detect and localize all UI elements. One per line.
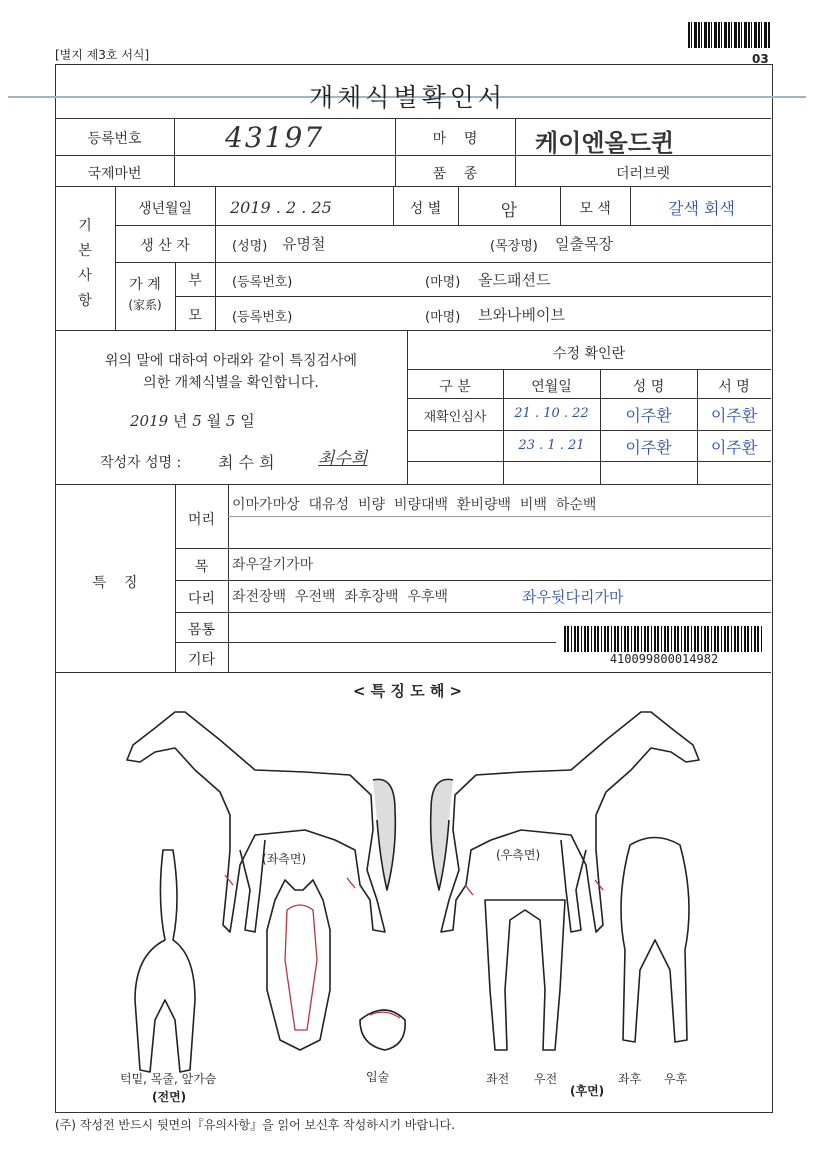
legs-value: 좌전장백 우전백 좌후장백 우후백 [232,589,449,605]
revision-header-date: 연월일 [531,379,572,395]
revision-header-name: 성 명 [632,379,665,395]
neck-label: 목 [194,559,209,575]
fore-left-label: 좌전 [486,1072,510,1086]
reg-number-label: 등록번호 [87,131,142,147]
sire-label: 부 [188,273,202,289]
revision-row-1-sign: 이주환 [710,406,758,425]
dam-label: 모 [188,308,202,324]
basic-section-label: 기 본 사 항 [78,218,92,309]
lips-outline [360,1010,405,1050]
right-side-label: (우측면) [496,848,541,862]
horse-name-value: 케이엔올드퀸 [535,128,675,157]
author-name: 최 수 희 [218,453,275,472]
author-label: 작성자 성명 : [100,455,182,471]
face-marking [285,905,317,1030]
pedigree-label: 가 계 (家系) [128,277,162,312]
breed-label: 품 종 [432,166,478,182]
barcode-sticker [556,622,772,670]
farm-label: (목장명) [490,239,538,254]
breed-value: 더러브렛 [615,166,671,182]
confirm-text-2: 의한 개체식별을 확인합니다. [143,375,319,391]
features-section-label: 특 징 [92,575,138,591]
revision-row-2-date: 23 . 1 . 21 [518,438,585,453]
dam-name-label: (마명) [425,310,461,325]
left-side-horse-outline [127,712,385,932]
neck-value: 좌우갈기가마 [232,557,314,573]
breeder-label: 생 산 자 [140,238,190,254]
birth-date-value: 2019 . 2 . 25 [230,198,332,217]
horse-diagram [55,700,771,1110]
head-label: 머리 [187,512,216,528]
coat-color-value: 갈색 회색 [668,199,735,218]
sire-reg-label: (등록번호) [232,275,293,290]
other-label: 기타 [187,652,216,668]
confirm-text-1: 위의 말에 대하여 아래와 같이 특징검사에 [104,353,358,369]
top-barcode [688,22,770,48]
revision-header-sign: 서 명 [718,379,750,395]
dam-reg-label: (등록번호) [232,310,293,325]
form-number: [별지 제3호 서식] [55,48,150,62]
hind-right-label: 우후 [664,1072,688,1086]
barcode-number: 410099800014982 [609,652,719,666]
right-side-horse-tail [431,779,453,890]
front-view-label: (전면) [152,1090,187,1104]
breeder-name-label: (성명) [232,239,268,254]
farm-name: 일출목장 [555,235,613,253]
coat-color-label: 모 색 [579,201,611,217]
revision-row-1-type: 재확인심사 [423,410,487,425]
horse-name-label: 마 명 [432,131,478,147]
barcode-lines [564,626,764,652]
sex-value: 암 [500,201,518,221]
rear-view-outline [621,838,689,1043]
fore-right-label: 우전 [534,1072,558,1086]
hind-left-label: 좌후 [618,1072,642,1086]
front-view-caption: 턱밑, 목줄, 앞가슴 [120,1072,217,1086]
revision-row-2-sign: 이주환 [710,438,758,457]
revision-row-1-name: 이주환 [625,406,672,425]
document-title: 개체식별확인서 [308,83,507,112]
footer-note: (주) 작성전 반드시 뒷면의『유의사항』을 읽어 보신후 작성하시기 바랍니다. [55,1118,456,1132]
lips-label: 입술 [366,1070,390,1084]
front-legs-outline [485,900,565,1050]
rear-view-label: (후면) [570,1084,605,1098]
head-value: 이마가마상 대유성 비량 비량대백 환비량백 비백 하순백 [232,497,597,513]
sire-name-label: (마명) [425,275,461,290]
revision-row-2-name: 이주환 [625,438,672,457]
revision-title: 수정 확인란 [552,346,626,362]
front-view-outline [135,850,195,1072]
left-side-label: (좌측면) [262,852,307,866]
birth-date-label: 생년월일 [137,201,193,217]
left-side-horse-tail [373,779,395,890]
sex-label: 성 별 [409,201,442,217]
intl-number-label: 국제마번 [87,166,142,182]
body-label: 몸통 [187,622,216,638]
author-signature: 최수희 [318,449,368,469]
confirm-date: 2019 년 5 월 5 일 [130,412,255,430]
revision-header-type: 구 분 [439,379,471,395]
page-number: 03 [752,52,769,66]
revision-row-1-date: 21 . 10 . 22 [514,406,589,421]
diagram-title: < 특 징 도 해 > [352,682,463,700]
dam-name: 브와나베이브 [478,306,565,324]
legs-extra: 좌우뒷다리가마 [522,588,624,606]
legs-label: 다리 [187,591,216,607]
right-side-horse-outline [441,712,699,932]
sire-name: 올드패션드 [478,271,551,289]
breeder-name: 유명철 [282,235,326,253]
reg-number-value: 43197 [225,121,325,154]
